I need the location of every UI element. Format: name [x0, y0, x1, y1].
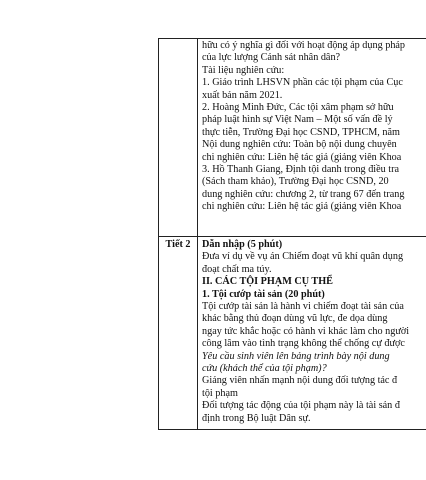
table-row	[159, 237, 426, 430]
text-line: Giảng viên nhấn mạnh nội dung đối tượng tác đ	[202, 375, 398, 387]
content-cell	[198, 39, 426, 237]
text-line: thực tiễn, Trường Đại học CSND, TPHCM, năm	[202, 126, 400, 138]
text-line: 1. Giáo trình LHSVN phần các tội phạm của Cục	[202, 77, 403, 89]
section-heading: II. CÁC TỘI PHẠM CỤ THỂ	[202, 276, 333, 288]
text-line: hữu có ý nghĩa gì đối với hoạt động áp dụng pháp	[202, 40, 406, 51]
text-line: Nội dung nghiên cứu: Toàn bộ nội dung chuyên	[202, 139, 397, 151]
text-line: đoạt chất ma túy.	[202, 263, 272, 275]
italic-question-line: cứu (khách thể của tội phạm)?	[202, 363, 327, 375]
time-cell	[159, 237, 198, 430]
text-line: ngay tức khắc hoặc có hành vi khác làm cho người	[202, 325, 410, 337]
table-row	[159, 39, 426, 237]
text-line: 2. Hoàng Minh Đức, Các tội xâm phạm sở hữu	[202, 102, 394, 114]
intro-heading: Dẫn nhập (5 phút)	[202, 239, 283, 250]
text-line: (Sách tham khảo), Trường Đại học CSND, 20	[202, 176, 389, 188]
text-line: khác bằng thủ đoạn dùng vũ lực, đe dọa dùng	[202, 313, 388, 325]
period-label: Tiết 2	[165, 239, 191, 250]
text-line: công lâm vào tình trạng không thể chống cự được	[202, 338, 405, 350]
text-line: chi nghiên cứu: Liên hệ tác giả (giảng viên Khoa	[202, 151, 402, 163]
text-line: của lực lượng Cảnh sát nhân dân?	[202, 52, 341, 64]
lesson-plan-table	[158, 38, 426, 430]
text-line: Đưa ví dụ về vụ án Chiếm đoạt vũ khí quân dụng	[202, 251, 404, 263]
time-cell	[159, 39, 198, 237]
content-cell	[198, 237, 426, 430]
text-line: tội phạm	[202, 387, 238, 399]
text-line: Đối tượng tác động của tội phạm này là tài sản đ	[202, 400, 400, 412]
text-line: 3. Hồ Thanh Giang, Định tội danh trong điều tra	[202, 164, 400, 176]
text-line: định trong Bộ luật Dân sự.	[202, 412, 311, 424]
text-line: chi nghiên cứu: Liên hệ tác giả (giảng viên Khoa	[202, 201, 402, 213]
text-line: Tài liệu nghiên cứu:	[202, 64, 285, 76]
subsection-heading: 1. Tội cướp tài sản (20 phút)	[202, 288, 325, 300]
text-line: Tội cướp tài sản là hành vi chiếm đoạt tài sản của	[202, 301, 404, 313]
italic-question-line: Yêu cầu sinh viên lên bảng trình bày nội dung	[202, 350, 390, 362]
text-line: pháp luật hình sự Việt Nam – Một số vấn đề lý	[202, 114, 393, 126]
text-line: dung nghiên cứu: chương 2, từ trang 67 đến trang	[202, 188, 405, 200]
period-label	[159, 39, 197, 41]
text-line: xuất bản năm 2021.	[202, 89, 283, 101]
